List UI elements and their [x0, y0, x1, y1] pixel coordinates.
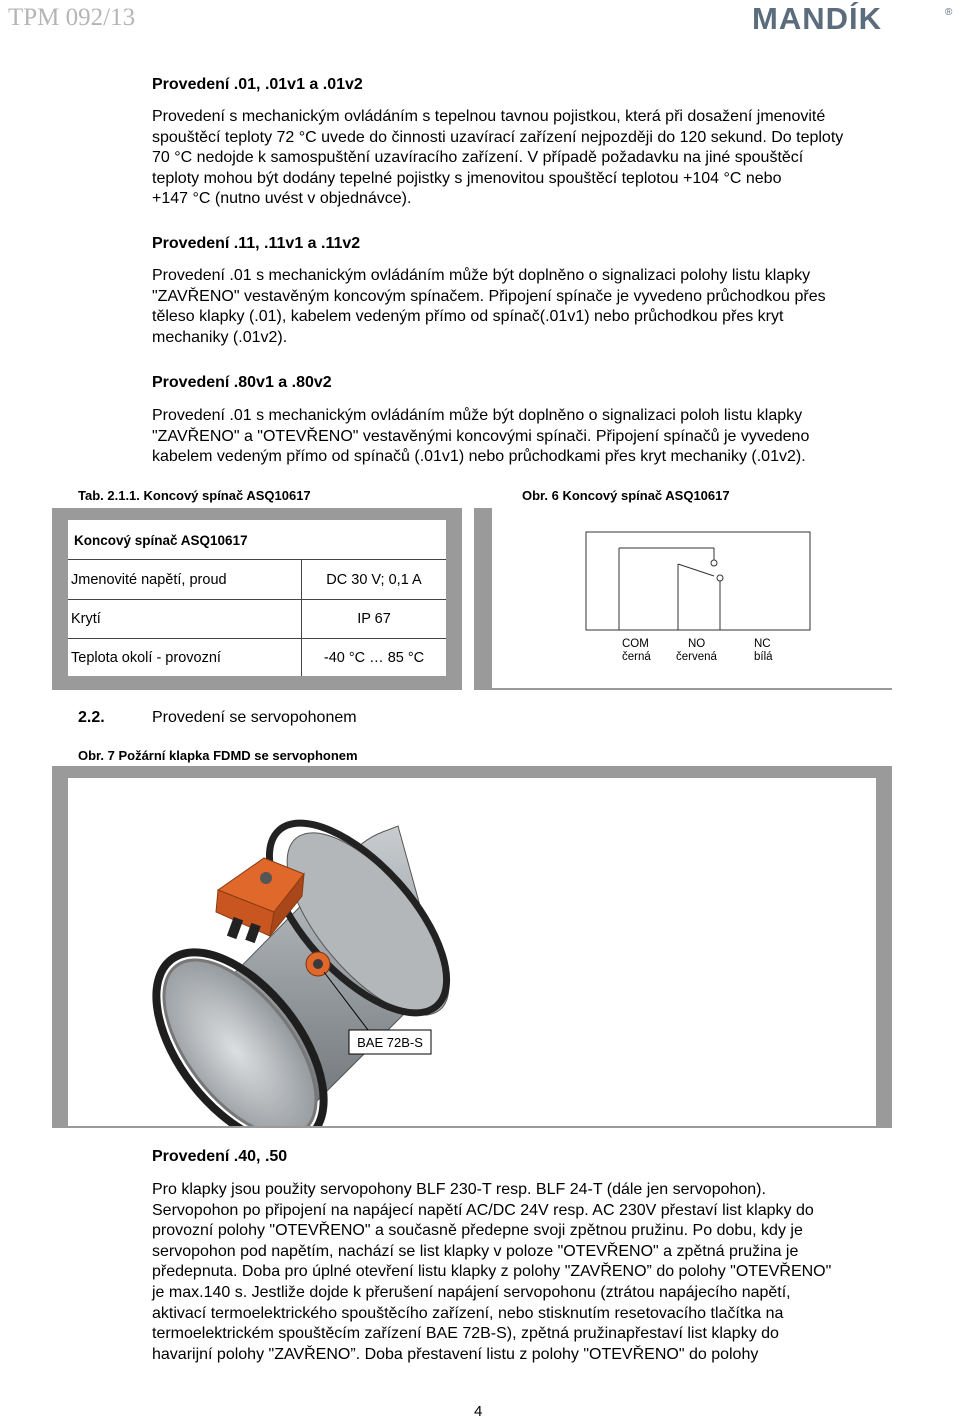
paragraph-provedeni-11 [152, 266, 908, 348]
terminal-nc [754, 638, 773, 664]
paragraph-provedeni-80 [152, 406, 908, 468]
heading-provedeni-01: Provedení .01, .01v1 a .01v2 [152, 76, 363, 93]
figure-6-caption: Obr. 6 Koncový spínač ASQ10617 [522, 488, 730, 503]
terminal-wire-color: černá [622, 651, 651, 663]
text-line: termoelektrickém spouštěcím zařízení BAE 72B-S), zpětná pružinapřestaví list klapky do [152, 1325, 779, 1343]
section-title: Provedení se servopohonem [152, 709, 357, 726]
table-cell-label: Jmenovité napětí, proud [71, 572, 227, 588]
table-row [68, 560, 446, 600]
table-caption: Tab. 2.1.1. Koncový spínač ASQ10617 [78, 488, 311, 503]
figure-7-caption: Obr. 7 Požární klapka FDMD se servophonem [78, 748, 358, 763]
text-line: havarijní polohy "ZAVŘENO”. Doba přestavení listu z polohy "OTEVŘENO" do polohy [152, 1345, 759, 1363]
document-code: TPM 092/13 [8, 4, 136, 31]
heading-provedeni-80: Provedení .80v1 a .80v2 [152, 374, 332, 391]
text-line: Provedení s mechanickým ovládáním s tepelnou tavnou pojistkou, která při dosažení jmenovité [152, 108, 826, 125]
terminal-wire-color: červená [676, 651, 717, 663]
switch-wiring-diagram [492, 508, 892, 688]
text-line: "ZAVŘENO" vestavěným koncovým spínačem. Připojení spínače je vyvedeno průchodkou přes [152, 287, 826, 305]
actuator-label: BAE 72B-S [357, 1035, 423, 1050]
heading-provedeni-40: Provedení .40, .50 [152, 1148, 288, 1165]
text-line: servopohon pod napětím, nachází se list klapky v poloze "OTEVŘENO" a zpětná pružina je [152, 1242, 799, 1260]
paragraph-provedeni-01 [152, 107, 908, 210]
text-line: předepnuta. Doba pro úplné otevření listu klapky z polohy "ZAVŘENO” do polohy "OTEVŘENO" [152, 1263, 832, 1281]
text-line: Servopohon po připojení na napájecí napětí AC/DC 24V resp. AC 230V přestaví list klapky do [152, 1201, 814, 1219]
text-line: je max.140 s. Jestliže dojde k přerušení napájení servopohonu (ztrátou napájecího napětí, [152, 1283, 791, 1301]
paragraph-provedeni-40 [152, 1180, 908, 1365]
damper-illustration [68, 778, 876, 1126]
text-line: mechaniky (.01v2). [152, 328, 288, 346]
text-line: Pro klapky jsou použity servopohony BLF 230-T resp. BLF 24-T (dále jen servopohon). [152, 1181, 766, 1198]
text-line: kabelem vedeným přímo od spínačů (.01v1) nebo průchodkami přes kryt mechaniky (.01v2). [152, 448, 806, 466]
terminal-code: COM [622, 638, 649, 650]
terminal-code: NC [754, 638, 771, 650]
section-number: 2.2. [78, 709, 105, 726]
figure-7-photo [68, 778, 876, 1126]
table-cell-value: -40 °C … 85 °C [323, 650, 425, 666]
table-row [68, 599, 446, 639]
page-number: 4 [474, 1403, 483, 1420]
logo-registered-mark: ® [945, 7, 953, 18]
text-line: "ZAVŘENO" a "OTEVŘENO" vestavěnými koncovými spínači. Připojení spínačů je vyvedeno [152, 427, 810, 445]
terminal-no [676, 638, 717, 664]
table-cell-value: IP 67 [357, 611, 391, 627]
text-line: Provedení .01 s mechanickým ovládáním může být doplněno o signalizaci poloh listu klapky [152, 407, 803, 424]
text-line: provozní polohy "OTEVŘENO" a současně předepne svoji zpětnou pružinu. Po dobu, kdy je [152, 1222, 803, 1240]
text-line: spouštěcí teploty 72 °C uvede do činnosti uzavírací zařízení nejpozději do 120 sekund. Do teploty [152, 128, 844, 146]
terminal-com [622, 638, 651, 664]
switch-spec-table [68, 520, 446, 676]
text-line: +147 °C (nutno uvést v objednávce). [152, 190, 412, 208]
text-line: aktivací termoelektrického spouštěcího zařízení, nebo stisknutím resetovacího tlačítka na [152, 1304, 784, 1322]
table-cell-label: Krytí [71, 611, 101, 627]
table-title: Koncový spínač ASQ10617 [68, 520, 446, 560]
heading-provedeni-11: Provedení .11, .11v1 a .11v2 [152, 235, 361, 252]
mandik-logo [752, 2, 957, 34]
logo-text: MANDÍK [752, 2, 882, 34]
terminal-wire-color: bílá [754, 651, 773, 663]
table-cell-label: Teplota okolí - provozní [71, 650, 221, 666]
terminal-code: NO [688, 638, 706, 650]
text-line: těleso klapky (.01), kabelem vedeným přímo od spínač(.01v1) nebo průchodkou přes kryt [152, 308, 784, 326]
table-row [68, 638, 446, 677]
text-line: teploty mohou být dodány tepelné pojistky s jmenovitou spouštěcí teplotou +104 °C nebo [152, 169, 782, 187]
column-divider [301, 560, 302, 676]
text-line: Provedení .01 s mechanickým ovládáním může být doplněno o signalizaci polohy listu klapky [152, 267, 811, 284]
table-cell-value: DC 30 V; 0,1 A [326, 572, 422, 588]
text-line: 70 °C nedojde k samospuštění uzavíracího zařízení. V případě požadavku na jiné spouštěcí [152, 149, 804, 167]
